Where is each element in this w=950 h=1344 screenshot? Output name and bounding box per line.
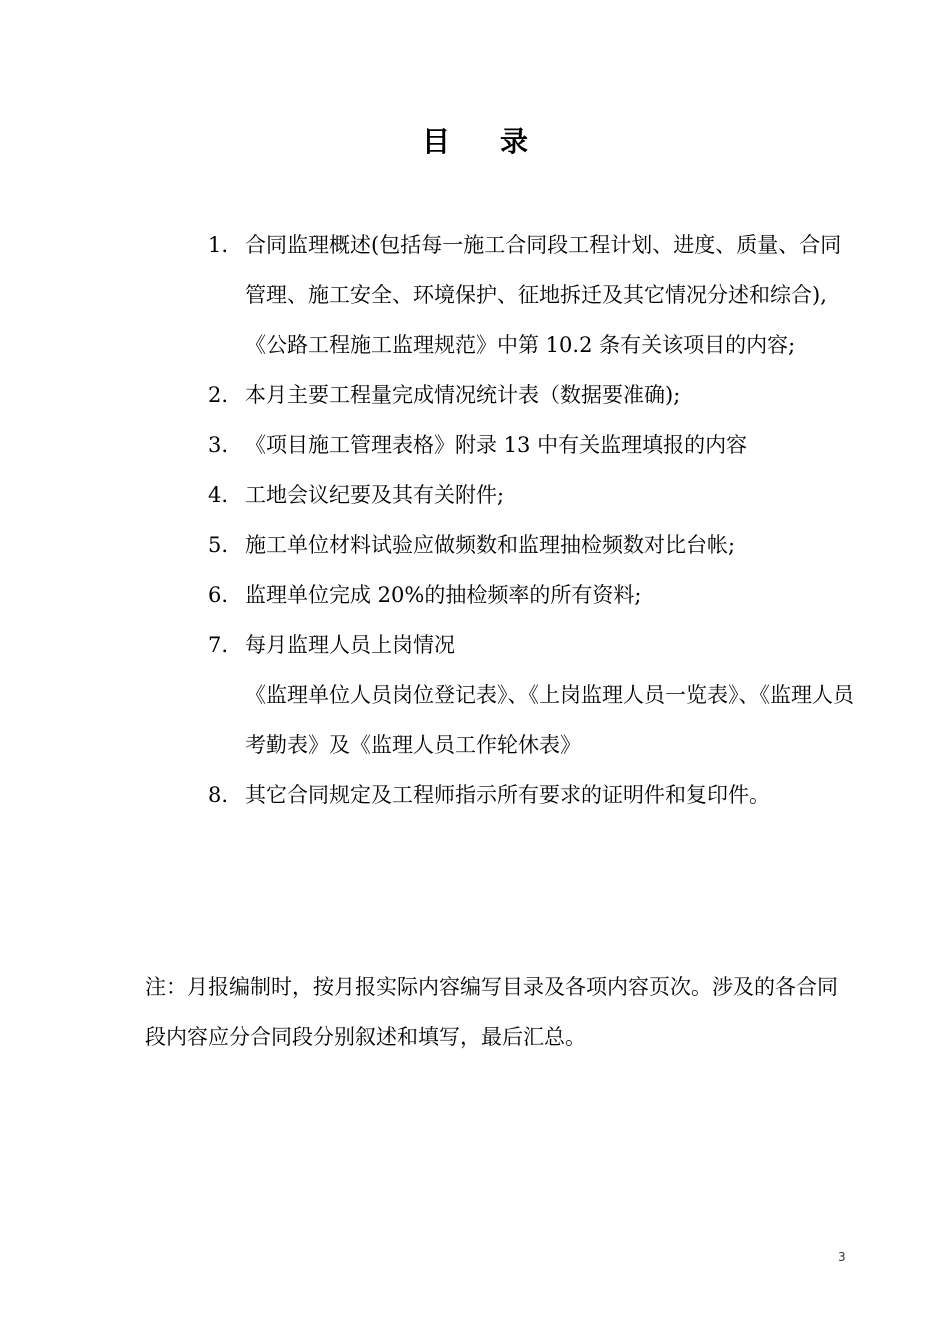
toc-item-3	[208, 420, 858, 470]
toc-item-1	[208, 220, 858, 370]
toc-item-5	[208, 520, 858, 570]
toc-item-number: 4.	[208, 483, 229, 507]
toc-item-text: 本月主要工程量完成情况统计表（数据要准确);	[245, 383, 681, 407]
toc-item-text: 合同监理概述(包括每一施工合同段工程计划、进度、质量、合同管理、施工安全、环境保护、征地拆迁及其它情况分述和综合),《公路工程施工监理规范》中第 10.2 条有关该项目的内容;	[245, 233, 842, 357]
toc-item-8	[208, 770, 858, 820]
toc-item-7-detail: 《监理单位人员岗位登记表》、《上岗监理人员一览表》、《监理人员考勤表》及《监理人员工作轮休表》	[245, 683, 854, 757]
toc-item-text: 其它合同规定及工程师指示所有要求的证明件和复印件。	[245, 783, 770, 807]
editor-note: 注：月报编制时，按月报实际内容编写目录及各项内容页次。涉及的各合同段内容应分合同段分别叙述和填写，最后汇总。	[145, 975, 838, 1049]
toc-item-number: 1.	[208, 233, 229, 257]
toc-item-6	[208, 570, 858, 620]
toc-item-number: 6.	[208, 583, 229, 607]
toc-item-text: 每月监理人员上岗情况	[245, 633, 455, 657]
toc-item-number: 5.	[208, 533, 229, 557]
toc-item-text: 工地会议纪要及其有关附件;	[245, 483, 505, 507]
toc-item-text: 施工单位材料试验应做频数和监理抽检频数对比台帐;	[245, 533, 736, 557]
toc-item-number: 2.	[208, 383, 229, 407]
table-of-contents	[208, 220, 858, 820]
toc-item-text: 《项目施工管理表格》附录 13 中有关监理填报的内容	[245, 433, 748, 457]
toc-item-2	[208, 370, 858, 420]
toc-item-number: 7.	[208, 633, 229, 657]
toc-item-number: 8.	[208, 783, 229, 807]
toc-item-text: 监理单位完成 20%的抽检频率的所有资料;	[245, 583, 642, 607]
page-number: 3	[838, 1250, 846, 1264]
page-title: 目录	[421, 125, 578, 158]
toc-item-4	[208, 470, 858, 520]
toc-item-7	[208, 620, 858, 670]
toc-item-number: 3.	[208, 433, 229, 457]
